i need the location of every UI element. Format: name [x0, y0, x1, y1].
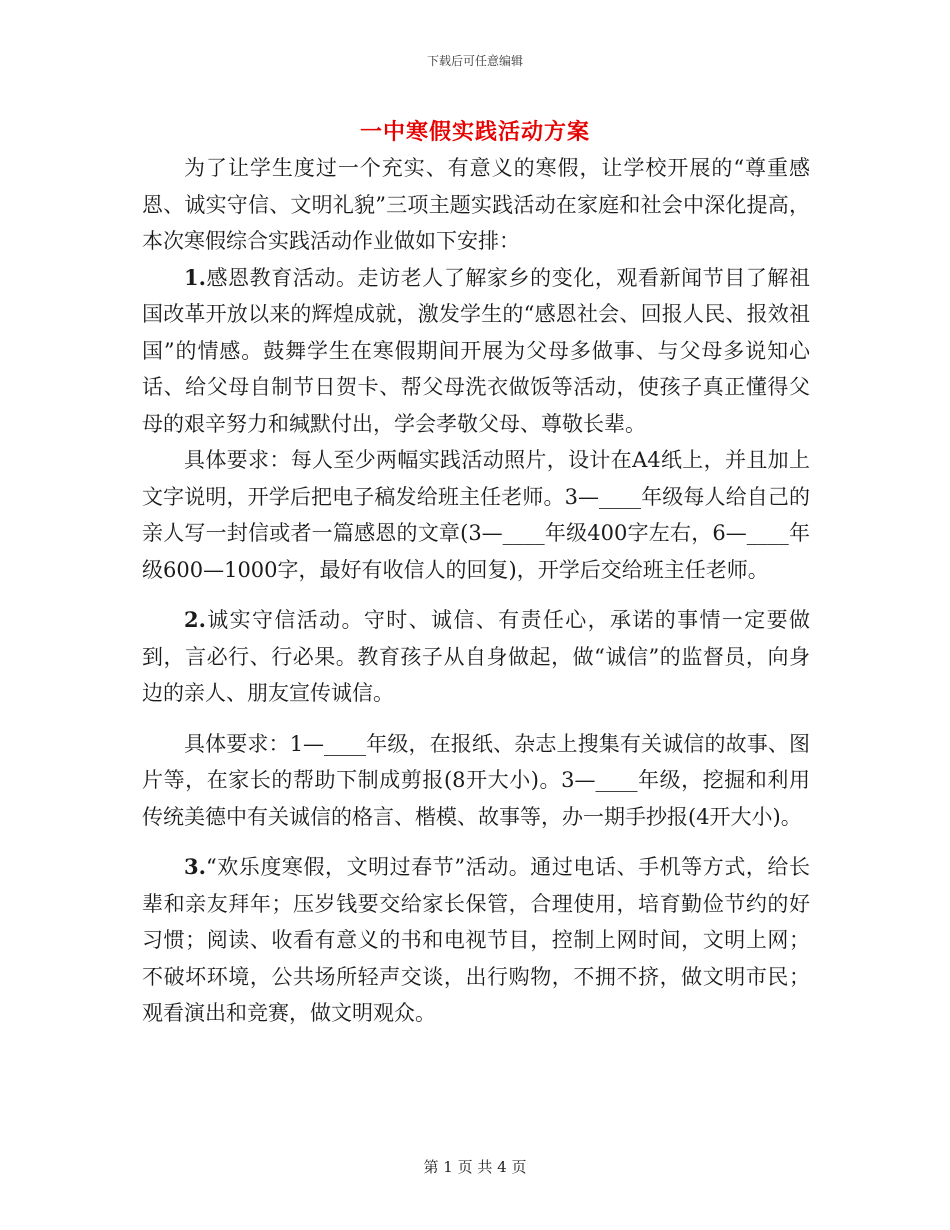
section-3-paragraph	[142, 849, 810, 1032]
section-1-paragraph	[142, 260, 810, 443]
document-title: 一中寒假实践活动方案	[359, 119, 590, 145]
page-footer-number: 第 1 页 共 4 页	[423, 1158, 527, 1176]
intro-paragraph: 为了让学生度过一个充实、有意义的寒假，让学校开展的“尊重感恩、诚实守信、文明礼貌”三项主题实践活动在家庭和社会中深化提高，本次寒假综合实践活动作业做如下安排：	[142, 156, 810, 253]
section-3-text: “欢乐度寒假，文明过春节”活动。通过电话、手机等方式，给长辈和亲友拜年；压岁钱要交给家长保管，合理使用，培育勤俭节约的好习惯；阅读、收看有意义的书和电视节目，控制上网时间，文明上网；不破坏环境，公共场所轻声交谈，出行购物，不拥不挤，做文明市民；观看演出和竞赛，做文明观众。	[142, 855, 810, 1025]
page-header-note: 下载后可任意编辑	[426, 54, 523, 68]
document-body	[142, 150, 810, 1032]
section-2-text: 诚实守信活动。守时、诚信、有责任心，承诺的事情一定要做到，言必行、行必果。教育孩子从自身做起，做“诚信”的监督员，向身边的亲人、朋友宣传诚信。	[142, 608, 810, 705]
section-1-text: 感恩教育活动。走访老人了解家乡的变化，观看新闻节目了解祖国改革开放以来的辉煌成就，激发学生的“感恩社会、回报人民、报效祖国”的情感。鼓舞学生在寒假期间开展为父母多做事、与父母多说知心话、给父母自制节日贺卡、帮父母洗衣做饭等活动，使孩子真正懂得父母的艰辛努力和缄默付出，学会孝敬父母、尊敬长辈。	[142, 265, 810, 436]
section-2-number: 2.	[184, 607, 206, 632]
section-1-number: 1.	[184, 264, 206, 290]
section-2-requirement: 具体要求：1—____年级，在报纸、杂志上搜集有关诚信的故事、图片等，在家长的帮助下制成剪报(8开大小)。3—____年级，挖掘和利用传统美德中有关诚信的格言、楷模、故事等，办一期手抄报(4开大小)。	[142, 731, 810, 829]
section-3-number: 3.	[184, 854, 206, 879]
section-2-paragraph	[142, 602, 810, 712]
section-1-requirement: 具体要求：每人至少两幅实践活动照片，设计在A4纸上，并且加上文字说明，开学后把电子稿发给班主任老师。3—____年级每人给自己的亲人写一封信或者一篇感恩的文章(3—____年级400字左右，6—____年级600—1000字，最好有收信人的回复)，开学后交给班主任老师。	[142, 448, 810, 582]
